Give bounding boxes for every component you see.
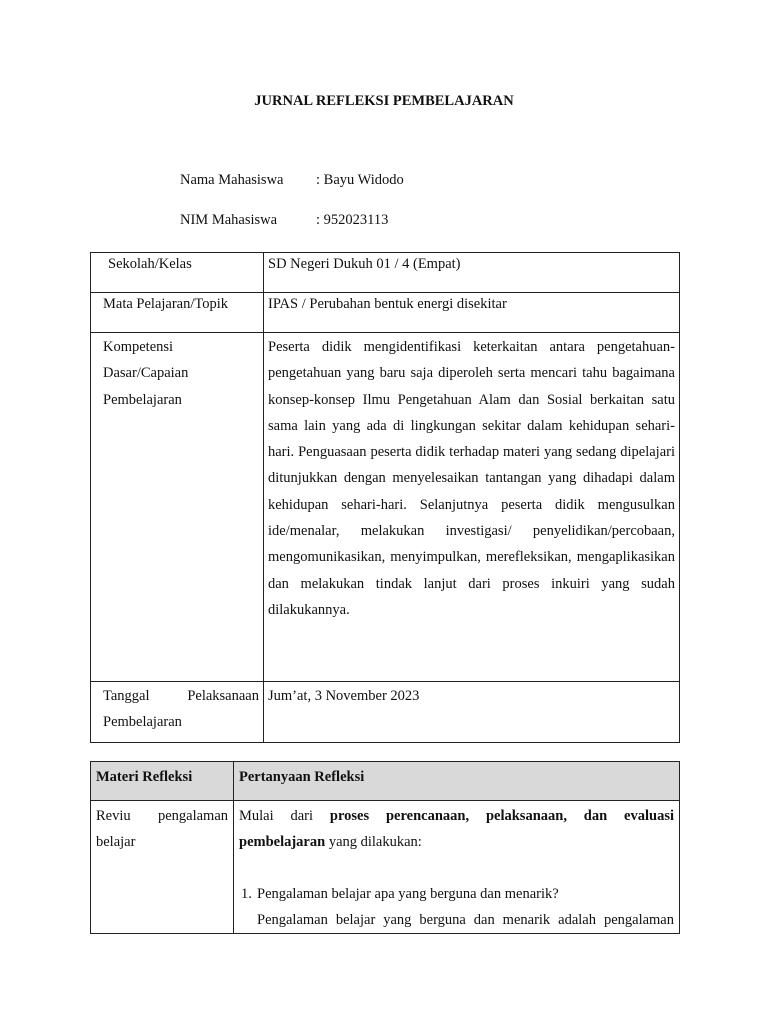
intro-text: Mulai dari proses perencanaan, pelaksanaan, dan evaluasi pembelajaran yang dilakukan: (239, 808, 674, 850)
list-item: 1. Pengalaman belajar apa yang berguna dan menarik? (241, 886, 559, 902)
subject-value: IPAS / Perubahan bentuk energi disekitar (264, 293, 680, 333)
school-label: Sekolah/Kelas (91, 253, 264, 293)
student-nim-value: : 952023113 (316, 212, 389, 228)
competency-label: Kompetensi Dasar/Capaian Pembelajaran (91, 333, 264, 682)
table-row (91, 253, 680, 293)
student-nim-row (180, 212, 388, 229)
question-1: Pengalaman belajar apa yang berguna dan menarik? (257, 886, 559, 902)
table-row (91, 682, 680, 743)
reflection-table (90, 761, 680, 934)
table-row (91, 333, 680, 682)
intro-bold-text: proses perencanaan, pelaksanaan, dan evaluasi pembelajaran (239, 808, 674, 850)
info-table (90, 252, 680, 743)
table-row (91, 801, 680, 934)
school-value: SD Negeri Dukuh 01 / 4 (Empat) (264, 253, 680, 293)
student-name-value: : Bayu Widodo (316, 172, 404, 188)
student-name-row (180, 172, 404, 189)
student-nim-label: NIM Mahasiswa (180, 212, 278, 228)
date-value: Jum’at, 3 November 2023 (264, 682, 680, 743)
review-label: Reviu pengalaman belajar (91, 801, 234, 934)
student-name-label: Nama Mahasiswa (180, 172, 284, 188)
answer-1: Pengalaman belajar yang berguna dan menarik adalah pengalaman (257, 912, 674, 928)
header-pertanyaan: Pertanyaan Refleksi (234, 762, 680, 801)
header-materi: Materi Refleksi (91, 762, 234, 801)
table-row (91, 293, 680, 333)
table-header-row (91, 762, 680, 801)
date-label: Tanggal Pelaksanaan Pembelajaran (91, 682, 264, 743)
reflection-content (234, 801, 680, 934)
subject-label: Mata Pelajaran/Topik (91, 293, 264, 333)
competency-value: Peserta didik mengidentifikasi keterkaitan antara pengetahuan-pengetahuan yang baru saja diperoleh serta mencari tahu bagaimana konsep-konsep Ilmu Pengetahuan Alam dan Sosial berkaitan satu sama lain yang ada di lingkungan sekitar dalam kehidupan sehari-hari. Penguasaan peserta didik terhadap materi yang sedang dipelajari ditunjukkan dengan menyelesaikan tantangan yang dihadapi dalam kehidupan sehari-hari. Selanjutnya peserta didik mengusulkan ide/menalar, melakukan investigasi/ penyelidikan/percobaan, mengomunikasikan, menyimpulkan, merefleksikan, mengaplikasikan dan melakukan tindak lanjut dari proses inkuiri yang sudah dilakukannya. (264, 333, 680, 682)
document-title: JURNAL REFLEKSI PEMBELAJARAN (254, 93, 514, 109)
